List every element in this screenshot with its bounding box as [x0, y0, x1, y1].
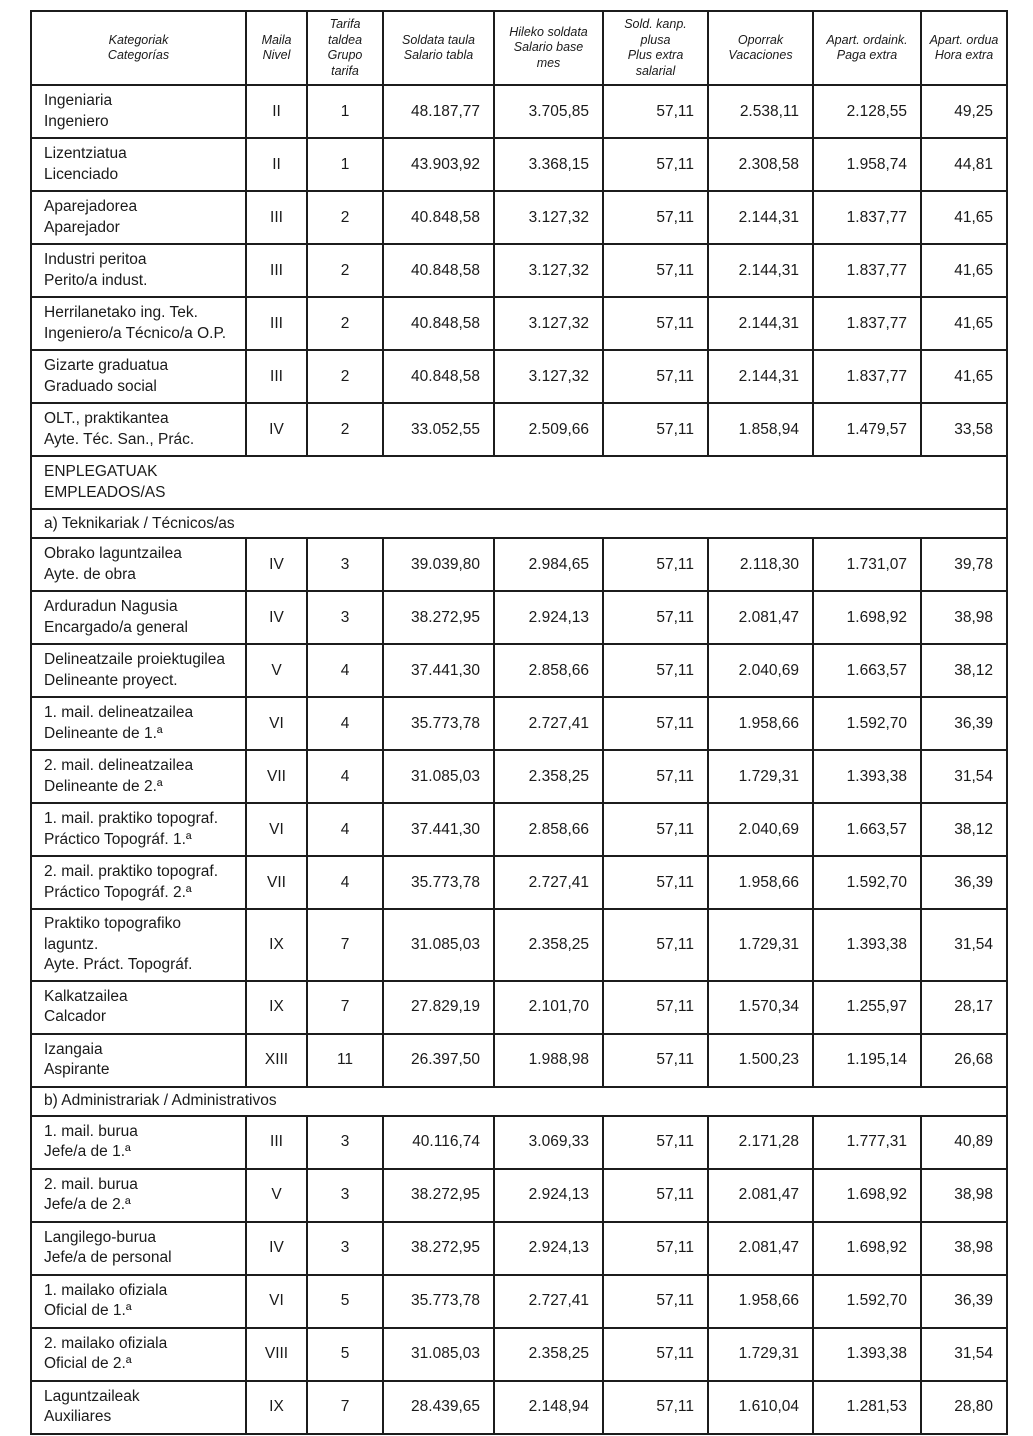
tariff-group-cell: 1 [307, 85, 383, 138]
vacation-cell: 2.081,47 [708, 1169, 813, 1222]
level-cell: IX [246, 981, 307, 1034]
extra-plus-cell: 57,11 [603, 1381, 708, 1434]
level-cell: IV [246, 591, 307, 644]
level-cell: III [246, 244, 307, 297]
table-row [31, 1275, 1007, 1328]
extra-plus-cell: 57,11 [603, 1222, 708, 1275]
vacation-cell: 2.538,11 [708, 85, 813, 138]
category-cell: 1. mailako ofiziala Oficial de 1.ª [31, 1275, 246, 1328]
tariff-group-cell: 1 [307, 138, 383, 191]
vacation-cell: 2.308,58 [708, 138, 813, 191]
vacation-cell: 1.729,31 [708, 750, 813, 803]
table-row [31, 1116, 1007, 1169]
extra-hour-cell: 38,12 [921, 644, 1007, 697]
extra-pay-cell: 1.777,31 [813, 1116, 921, 1169]
category-cell: Kalkatzailea Calcador [31, 981, 246, 1034]
salary-table-cell: 31.085,03 [383, 1328, 494, 1381]
extra-hour-cell: 26,68 [921, 1034, 1007, 1087]
extra-pay-cell: 1.698,92 [813, 1169, 921, 1222]
extra-hour-cell: 41,65 [921, 191, 1007, 244]
salary-table-cell: 27.829,19 [383, 981, 494, 1034]
extra-plus-cell: 57,11 [603, 191, 708, 244]
vacation-cell: 1.858,94 [708, 403, 813, 456]
extra-plus-cell: 57,11 [603, 1169, 708, 1222]
extra-hour-cell: 31,54 [921, 750, 1007, 803]
category-cell: Industri peritoa Perito/a indust. [31, 244, 246, 297]
tariff-group-cell: 3 [307, 591, 383, 644]
table-row [31, 856, 1007, 909]
salary-table-cell: 37.441,30 [383, 803, 494, 856]
column-header-level: Maila Nivel [246, 11, 307, 85]
level-cell: III [246, 297, 307, 350]
extra-pay-cell: 1.281,53 [813, 1381, 921, 1434]
salary-table-cell: 40.848,58 [383, 350, 494, 403]
column-header-extra_pay: Apart. ordaink. Paga extra [813, 11, 921, 85]
extra-plus-cell: 57,11 [603, 1275, 708, 1328]
vacation-cell: 1.570,34 [708, 981, 813, 1034]
category-cell: Delineatzaile proiektugilea Delineante proyect. [31, 644, 246, 697]
level-cell: VI [246, 1275, 307, 1328]
extra-plus-cell: 57,11 [603, 909, 708, 981]
extra-pay-cell: 1.393,38 [813, 909, 921, 981]
monthly-salary-cell: 3.368,15 [494, 138, 603, 191]
vacation-cell: 2.144,31 [708, 350, 813, 403]
tariff-group-cell: 2 [307, 297, 383, 350]
salary-table-cell: 26.397,50 [383, 1034, 494, 1087]
column-header-extra_plus: Sold. kanp. plusa Plus extra salarial [603, 11, 708, 85]
extra-hour-cell: 28,80 [921, 1381, 1007, 1434]
salary-table-cell: 40.848,58 [383, 244, 494, 297]
extra-hour-cell: 38,12 [921, 803, 1007, 856]
extra-plus-cell: 57,11 [603, 1116, 708, 1169]
table-row [31, 981, 1007, 1034]
extra-pay-cell: 1.837,77 [813, 191, 921, 244]
extra-hour-cell: 38,98 [921, 1222, 1007, 1275]
vacation-cell: 2.040,69 [708, 803, 813, 856]
tariff-group-cell: 3 [307, 1116, 383, 1169]
extra-plus-cell: 57,11 [603, 297, 708, 350]
table-row [31, 138, 1007, 191]
tariff-group-cell: 2 [307, 350, 383, 403]
salary-table-cell: 37.441,30 [383, 644, 494, 697]
extra-hour-cell: 41,65 [921, 244, 1007, 297]
tariff-group-cell: 5 [307, 1328, 383, 1381]
salary-table-cell: 28.439,65 [383, 1381, 494, 1434]
extra-pay-cell: 1.592,70 [813, 1275, 921, 1328]
vacation-cell: 1.958,66 [708, 697, 813, 750]
salary-table-cell: 43.903,92 [383, 138, 494, 191]
section-row [31, 509, 1007, 538]
category-cell: 2. mail. delineatzailea Delineante de 2.ª [31, 750, 246, 803]
column-header-vacation: Oporrak Vacaciones [708, 11, 813, 85]
salary-table-cell: 38.272,95 [383, 1169, 494, 1222]
tariff-group-cell: 4 [307, 803, 383, 856]
level-cell: III [246, 191, 307, 244]
monthly-salary-cell: 2.101,70 [494, 981, 603, 1034]
extra-hour-cell: 31,54 [921, 909, 1007, 981]
table-row [31, 1328, 1007, 1381]
tariff-group-cell: 4 [307, 856, 383, 909]
category-cell: Herrilanetako ing. Tek. Ingeniero/a Técnico/a O.P. [31, 297, 246, 350]
extra-pay-cell: 1.837,77 [813, 244, 921, 297]
extra-hour-cell: 49,25 [921, 85, 1007, 138]
extra-pay-cell: 1.663,57 [813, 644, 921, 697]
monthly-salary-cell: 2.727,41 [494, 1275, 603, 1328]
extra-hour-cell: 33,58 [921, 403, 1007, 456]
monthly-salary-cell: 2.358,25 [494, 909, 603, 981]
table-row [31, 1381, 1007, 1434]
tariff-group-cell: 7 [307, 909, 383, 981]
extra-plus-cell: 57,11 [603, 981, 708, 1034]
tariff-group-cell: 5 [307, 1275, 383, 1328]
table-row [31, 244, 1007, 297]
section-label: ENPLEGATUAK EMPLEADOS/AS [31, 456, 1007, 509]
monthly-salary-cell: 2.727,41 [494, 697, 603, 750]
level-cell: IX [246, 1381, 307, 1434]
table-row [31, 803, 1007, 856]
extra-plus-cell: 57,11 [603, 85, 708, 138]
category-cell: Laguntzaileak Auxiliares [31, 1381, 246, 1434]
vacation-cell: 1.958,66 [708, 1275, 813, 1328]
category-cell: Gizarte graduatua Graduado social [31, 350, 246, 403]
category-cell: Obrako laguntzailea Ayte. de obra [31, 538, 246, 591]
level-cell: V [246, 1169, 307, 1222]
salary-table-cell: 48.187,77 [383, 85, 494, 138]
extra-hour-cell: 44,81 [921, 138, 1007, 191]
monthly-salary-cell: 2.984,65 [494, 538, 603, 591]
monthly-salary-cell: 2.924,13 [494, 1169, 603, 1222]
table-row [31, 1034, 1007, 1087]
monthly-salary-cell: 2.358,25 [494, 1328, 603, 1381]
vacation-cell: 2.081,47 [708, 591, 813, 644]
vacation-cell: 1.500,23 [708, 1034, 813, 1087]
extra-pay-cell: 1.663,57 [813, 803, 921, 856]
level-cell: VI [246, 803, 307, 856]
vacation-cell: 2.144,31 [708, 191, 813, 244]
extra-pay-cell: 1.958,74 [813, 138, 921, 191]
category-cell: Praktiko topografiko laguntz. Ayte. Práct. Topográf. [31, 909, 246, 981]
section-row [31, 1087, 1007, 1116]
extra-hour-cell: 36,39 [921, 1275, 1007, 1328]
category-cell: Langilego-burua Jefe/a de personal [31, 1222, 246, 1275]
tariff-group-cell: 7 [307, 981, 383, 1034]
section-row [31, 456, 1007, 509]
extra-hour-cell: 40,89 [921, 1116, 1007, 1169]
level-cell: IV [246, 1222, 307, 1275]
extra-plus-cell: 57,11 [603, 244, 708, 297]
monthly-salary-cell: 2.858,66 [494, 644, 603, 697]
table-row [31, 350, 1007, 403]
section-label: a) Teknikariak / Técnicos/as [31, 509, 1007, 538]
salary-table-cell: 40.848,58 [383, 297, 494, 350]
extra-plus-cell: 57,11 [603, 138, 708, 191]
tariff-group-cell: 4 [307, 644, 383, 697]
level-cell: IX [246, 909, 307, 981]
tariff-group-cell: 11 [307, 1034, 383, 1087]
tariff-group-cell: 7 [307, 1381, 383, 1434]
extra-hour-cell: 31,54 [921, 1328, 1007, 1381]
tariff-group-cell: 4 [307, 750, 383, 803]
column-header-category: Kategoriak Categorías [31, 11, 246, 85]
salary-table-cell: 31.085,03 [383, 750, 494, 803]
extra-hour-cell: 41,65 [921, 350, 1007, 403]
level-cell: VII [246, 856, 307, 909]
table-row [31, 538, 1007, 591]
vacation-cell: 2.144,31 [708, 297, 813, 350]
table-row [31, 697, 1007, 750]
monthly-salary-cell: 3.127,32 [494, 244, 603, 297]
category-cell: 2. mailako ofiziala Oficial de 2.ª [31, 1328, 246, 1381]
column-header-monthly_base: Hileko soldata Salario base mes [494, 11, 603, 85]
vacation-cell: 2.081,47 [708, 1222, 813, 1275]
tariff-group-cell: 2 [307, 191, 383, 244]
section-label: b) Administrariak / Administrativos [31, 1087, 1007, 1116]
level-cell: II [246, 138, 307, 191]
extra-pay-cell: 1.592,70 [813, 697, 921, 750]
table-row [31, 750, 1007, 803]
level-cell: III [246, 1116, 307, 1169]
salary-table [30, 10, 1008, 1435]
salary-table-cell: 35.773,78 [383, 697, 494, 750]
monthly-salary-cell: 3.705,85 [494, 85, 603, 138]
tariff-group-cell: 2 [307, 244, 383, 297]
monthly-salary-cell: 2.727,41 [494, 856, 603, 909]
table-row [31, 297, 1007, 350]
vacation-cell: 2.118,30 [708, 538, 813, 591]
table-row [31, 1169, 1007, 1222]
salary-table-cell: 40.848,58 [383, 191, 494, 244]
monthly-salary-cell: 2.358,25 [494, 750, 603, 803]
extra-plus-cell: 57,11 [603, 1034, 708, 1087]
tariff-group-cell: 3 [307, 538, 383, 591]
table-row [31, 85, 1007, 138]
extra-pay-cell: 2.128,55 [813, 85, 921, 138]
extra-hour-cell: 36,39 [921, 856, 1007, 909]
extra-hour-cell: 39,78 [921, 538, 1007, 591]
extra-plus-cell: 57,11 [603, 750, 708, 803]
category-cell: OLT., praktikantea Ayte. Téc. San., Prác. [31, 403, 246, 456]
extra-pay-cell: 1.731,07 [813, 538, 921, 591]
column-header-salary_table: Soldata taula Salario tabla [383, 11, 494, 85]
vacation-cell: 2.040,69 [708, 644, 813, 697]
monthly-salary-cell: 2.924,13 [494, 1222, 603, 1275]
salary-table-cell: 38.272,95 [383, 1222, 494, 1275]
extra-pay-cell: 1.393,38 [813, 750, 921, 803]
column-header-tariff_group: Tarifa taldea Grupo tarifa [307, 11, 383, 85]
extra-plus-cell: 57,11 [603, 538, 708, 591]
vacation-cell: 1.729,31 [708, 1328, 813, 1381]
level-cell: VI [246, 697, 307, 750]
extra-plus-cell: 57,11 [603, 697, 708, 750]
extra-pay-cell: 1.592,70 [813, 856, 921, 909]
level-cell: IV [246, 538, 307, 591]
tariff-group-cell: 2 [307, 403, 383, 456]
vacation-cell: 2.171,28 [708, 1116, 813, 1169]
monthly-salary-cell: 3.127,32 [494, 297, 603, 350]
extra-hour-cell: 28,17 [921, 981, 1007, 1034]
salary-table-cell: 33.052,55 [383, 403, 494, 456]
extra-pay-cell: 1.255,97 [813, 981, 921, 1034]
extra-pay-cell: 1.479,57 [813, 403, 921, 456]
salary-table-cell: 39.039,80 [383, 538, 494, 591]
vacation-cell: 2.144,31 [708, 244, 813, 297]
category-cell: 1. mail. burua Jefe/a de 1.ª [31, 1116, 246, 1169]
category-cell: 2. mail. burua Jefe/a de 2.ª [31, 1169, 246, 1222]
level-cell: III [246, 350, 307, 403]
category-cell: Lizentziatua Licenciado [31, 138, 246, 191]
extra-plus-cell: 57,11 [603, 591, 708, 644]
monthly-salary-cell: 3.069,33 [494, 1116, 603, 1169]
vacation-cell: 1.729,31 [708, 909, 813, 981]
extra-plus-cell: 57,11 [603, 644, 708, 697]
extra-pay-cell: 1.393,38 [813, 1328, 921, 1381]
extra-hour-cell: 36,39 [921, 697, 1007, 750]
monthly-salary-cell: 3.127,32 [494, 350, 603, 403]
category-cell: 1. mail. delineatzailea Delineante de 1.ª [31, 697, 246, 750]
level-cell: VIII [246, 1328, 307, 1381]
salary-table-cell: 31.085,03 [383, 909, 494, 981]
vacation-cell: 1.610,04 [708, 1381, 813, 1434]
extra-pay-cell: 1.195,14 [813, 1034, 921, 1087]
column-header-extra_hour: Apart. ordua Hora extra [921, 11, 1007, 85]
table-row [31, 403, 1007, 456]
extra-plus-cell: 57,11 [603, 350, 708, 403]
category-cell: Ingeniaria Ingeniero [31, 85, 246, 138]
table-row [31, 909, 1007, 981]
extra-hour-cell: 38,98 [921, 1169, 1007, 1222]
table-row [31, 591, 1007, 644]
monthly-salary-cell: 1.988,98 [494, 1034, 603, 1087]
tariff-group-cell: 3 [307, 1222, 383, 1275]
extra-pay-cell: 1.698,92 [813, 1222, 921, 1275]
extra-pay-cell: 1.837,77 [813, 297, 921, 350]
extra-plus-cell: 57,11 [603, 403, 708, 456]
vacation-cell: 1.958,66 [708, 856, 813, 909]
header-row [31, 11, 1007, 85]
tariff-group-cell: 4 [307, 697, 383, 750]
category-cell: 1. mail. praktiko topograf. Práctico Topográf. 1.ª [31, 803, 246, 856]
table-body [31, 85, 1007, 1434]
extra-hour-cell: 38,98 [921, 591, 1007, 644]
level-cell: II [246, 85, 307, 138]
category-cell: 2. mail. praktiko topograf. Práctico Topográf. 2.ª [31, 856, 246, 909]
salary-table-cell: 40.116,74 [383, 1116, 494, 1169]
table-row [31, 644, 1007, 697]
category-cell: Arduradun Nagusia Encargado/a general [31, 591, 246, 644]
level-cell: IV [246, 403, 307, 456]
level-cell: XIII [246, 1034, 307, 1087]
table-row [31, 191, 1007, 244]
extra-plus-cell: 57,11 [603, 803, 708, 856]
table-row [31, 1222, 1007, 1275]
tariff-group-cell: 3 [307, 1169, 383, 1222]
monthly-salary-cell: 3.127,32 [494, 191, 603, 244]
monthly-salary-cell: 2.148,94 [494, 1381, 603, 1434]
table-head [31, 11, 1007, 85]
category-cell: Izangaia Aspirante [31, 1034, 246, 1087]
salary-table-cell: 35.773,78 [383, 856, 494, 909]
level-cell: VII [246, 750, 307, 803]
extra-hour-cell: 41,65 [921, 297, 1007, 350]
extra-pay-cell: 1.837,77 [813, 350, 921, 403]
level-cell: V [246, 644, 307, 697]
extra-plus-cell: 57,11 [603, 856, 708, 909]
monthly-salary-cell: 2.509,66 [494, 403, 603, 456]
monthly-salary-cell: 2.924,13 [494, 591, 603, 644]
extra-pay-cell: 1.698,92 [813, 591, 921, 644]
monthly-salary-cell: 2.858,66 [494, 803, 603, 856]
salary-table-cell: 35.773,78 [383, 1275, 494, 1328]
extra-plus-cell: 57,11 [603, 1328, 708, 1381]
category-cell: Aparejadorea Aparejador [31, 191, 246, 244]
salary-table-cell: 38.272,95 [383, 591, 494, 644]
